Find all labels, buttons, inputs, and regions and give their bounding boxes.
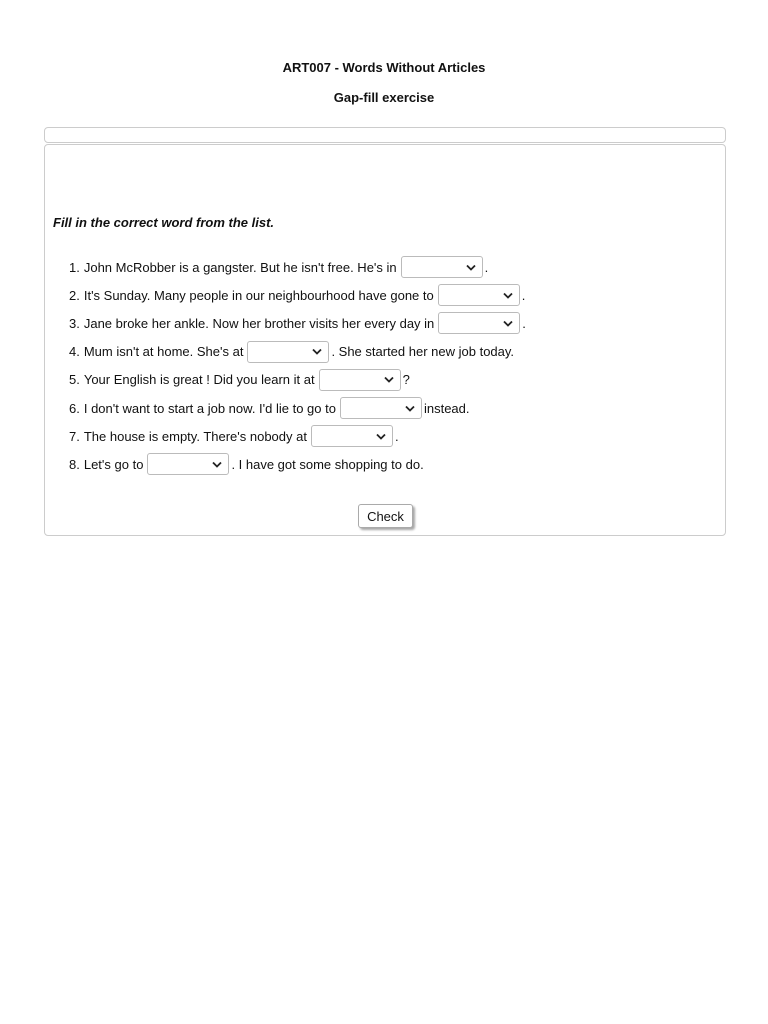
exercise-panel <box>44 144 726 536</box>
chevron-down-icon <box>376 433 386 440</box>
question-text-before: Let's go to <box>83 456 144 472</box>
chevron-down-icon <box>503 292 513 299</box>
question-text-before: I don't want to start a job now. I'd lie to go to <box>83 400 336 416</box>
answer-dropdown-2[interactable] <box>438 284 520 306</box>
question-number: 5. <box>69 372 80 388</box>
answer-dropdown-7[interactable] <box>311 425 393 447</box>
question-6 <box>45 394 725 422</box>
answer-dropdown-8[interactable] <box>147 453 229 475</box>
question-list <box>45 253 725 479</box>
chevron-down-icon <box>466 264 476 271</box>
chevron-down-icon <box>503 320 513 327</box>
question-text-after: . <box>484 259 489 275</box>
question-text-after: . <box>522 315 526 331</box>
question-number: 1. <box>69 259 80 275</box>
question-2 <box>45 281 725 309</box>
instructions: Fill in the correct word from the list. <box>53 215 275 230</box>
answer-dropdown-1[interactable] <box>401 256 483 278</box>
question-number: 7. <box>69 428 80 444</box>
question-text-before: Your English is great ! Did you learn it at <box>83 372 315 388</box>
answer-dropdown-3[interactable] <box>438 312 520 334</box>
chevron-down-icon <box>384 376 394 383</box>
answer-dropdown-4[interactable] <box>247 341 329 363</box>
question-number: 6. <box>69 400 80 416</box>
top-bar <box>44 127 726 143</box>
question-7 <box>45 422 725 450</box>
question-1 <box>45 253 725 281</box>
chevron-down-icon <box>212 461 222 468</box>
question-number: 8. <box>69 456 80 472</box>
answer-dropdown-6[interactable] <box>340 397 422 419</box>
question-number: 3. <box>69 315 80 331</box>
question-text-before: John McRobber is a gangster. But he isn't free. He's in <box>83 259 397 275</box>
question-text-before: The house is empty. There's nobody at <box>83 428 307 444</box>
question-3 <box>45 309 725 337</box>
question-text-after: . She started her new job today. <box>331 344 515 360</box>
question-text-before: Jane broke her ankle. Now her brother visits her every day in <box>83 315 435 331</box>
question-text-after: instead. <box>423 400 470 416</box>
question-number: 4. <box>69 344 80 360</box>
question-text-before: It's Sunday. Many people in our neighbourhood have gone to <box>83 287 434 303</box>
answer-dropdown-5[interactable] <box>319 369 401 391</box>
chevron-down-icon <box>405 405 415 412</box>
question-4 <box>45 338 725 366</box>
question-5 <box>45 366 725 394</box>
chevron-down-icon <box>312 348 322 355</box>
question-text-after: . <box>394 428 399 444</box>
question-number: 2. <box>69 287 80 303</box>
header <box>0 58 768 108</box>
question-text-after: . I have got some shopping to do. <box>231 456 424 472</box>
question-text-after: ? <box>402 372 410 388</box>
check-button[interactable]: Check <box>358 504 413 528</box>
question-text-after: . <box>521 287 526 303</box>
page-subtitle: Gap-fill exercise <box>333 90 435 105</box>
question-8 <box>45 450 725 478</box>
page-title: ART007 - Words Without Articles <box>282 60 486 75</box>
question-text-before: Mum isn't at home. She's at <box>83 344 244 360</box>
